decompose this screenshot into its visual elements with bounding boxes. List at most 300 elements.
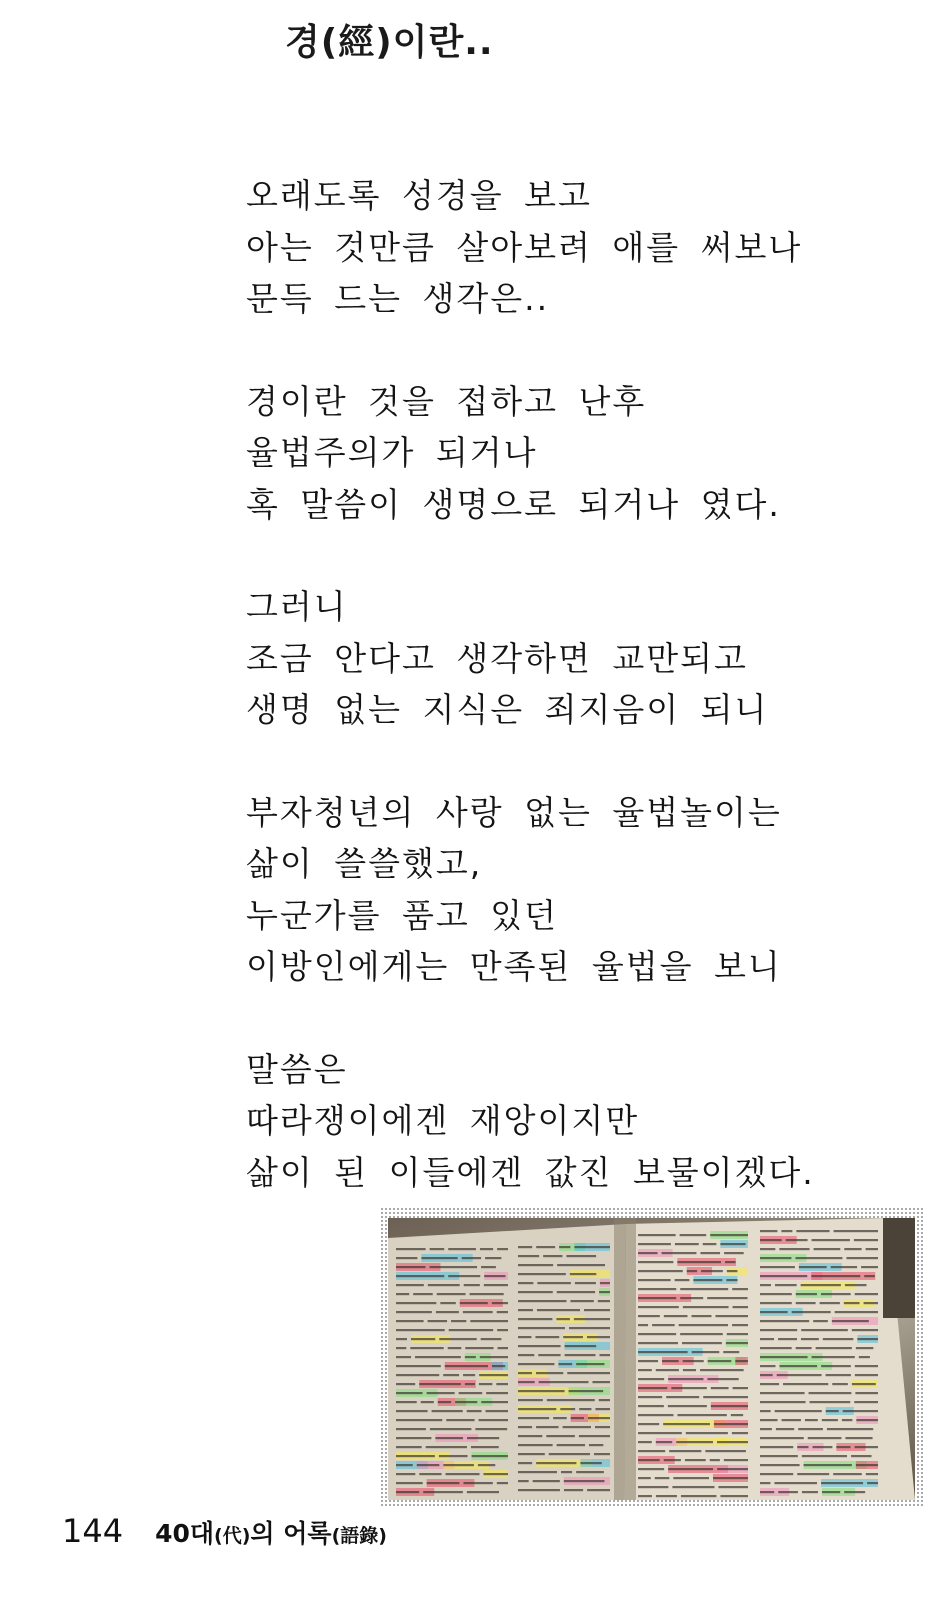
text-row [760, 1383, 779, 1385]
text-row [543, 1255, 562, 1257]
text-row [801, 1284, 841, 1286]
text-row [662, 1252, 697, 1254]
text-row [592, 1381, 610, 1383]
text-row [707, 1378, 738, 1380]
text-row [415, 1356, 461, 1358]
text-row [518, 1480, 529, 1482]
text-row [664, 1315, 688, 1317]
text-row [557, 1444, 585, 1446]
text-row [569, 1327, 610, 1329]
text-row [760, 1257, 791, 1259]
text-row [587, 1336, 610, 1338]
text-row [533, 1480, 560, 1482]
text-row [638, 1315, 660, 1317]
text-row [570, 1273, 596, 1275]
poem-line: 율법주의가 되거나 [246, 433, 538, 472]
text-row [854, 1401, 878, 1403]
text-row [479, 1419, 508, 1421]
text-row [864, 1302, 878, 1304]
text-row [557, 1291, 595, 1293]
text-row [518, 1363, 554, 1365]
text-row [795, 1257, 842, 1259]
text-row [726, 1342, 748, 1344]
text-row [775, 1284, 797, 1286]
text-row [797, 1446, 808, 1448]
text-row [856, 1347, 873, 1349]
text-row [396, 1248, 426, 1250]
text-row [687, 1270, 697, 1272]
text-row [842, 1419, 852, 1421]
text-row [776, 1428, 794, 1430]
text-row [675, 1279, 690, 1281]
text-row [693, 1279, 722, 1281]
text-row [638, 1495, 652, 1497]
text-row [460, 1302, 488, 1304]
text-row [760, 1302, 792, 1304]
text-row [443, 1464, 474, 1466]
text-row [419, 1473, 441, 1475]
text-row [459, 1392, 483, 1394]
text-row [662, 1360, 679, 1362]
text-row [686, 1432, 728, 1434]
text-row [518, 1255, 539, 1257]
text-row [677, 1261, 721, 1263]
text-row [680, 1333, 723, 1335]
text-row [430, 1248, 445, 1250]
text-row [679, 1324, 728, 1326]
text-row [638, 1288, 676, 1290]
text-row [463, 1374, 475, 1376]
text-row [497, 1311, 508, 1313]
text-row [760, 1293, 792, 1295]
text-row [760, 1275, 807, 1277]
text-row [760, 1311, 788, 1313]
text-row [492, 1365, 505, 1367]
text-row [518, 1462, 532, 1464]
text-row [464, 1284, 480, 1286]
text-row [844, 1491, 865, 1493]
text-row [451, 1320, 466, 1322]
text-row [566, 1255, 596, 1257]
text-row [536, 1462, 576, 1464]
text-row [760, 1374, 773, 1376]
poem-line: 이방인에게는 만족된 율법을 보니 [246, 947, 782, 986]
text-row [786, 1239, 808, 1241]
text-row [638, 1423, 659, 1425]
text-row [814, 1248, 841, 1250]
text-row [471, 1446, 499, 1448]
text-row [655, 1477, 670, 1479]
text-row [455, 1401, 477, 1403]
text-row [518, 1300, 566, 1302]
text-row [760, 1455, 798, 1457]
text-row [724, 1459, 748, 1461]
text-row [599, 1354, 610, 1356]
text-row [419, 1383, 461, 1385]
text-row [536, 1246, 555, 1248]
text-row [589, 1444, 603, 1446]
text-row [437, 1293, 466, 1295]
text-row [570, 1300, 593, 1302]
text-row [638, 1477, 651, 1479]
text-row [463, 1311, 493, 1313]
text-row [782, 1419, 801, 1421]
text-row [396, 1482, 423, 1484]
text-row [681, 1495, 716, 1497]
text-row [396, 1356, 411, 1358]
text-row [866, 1248, 878, 1250]
text-row [484, 1275, 505, 1277]
text-row [575, 1282, 596, 1284]
text-row [427, 1482, 460, 1484]
text-row [638, 1459, 660, 1461]
text-row [760, 1464, 800, 1466]
text-row [483, 1473, 508, 1475]
text-row [797, 1473, 829, 1475]
text-row [561, 1471, 572, 1473]
text-row [826, 1410, 839, 1412]
text-row [518, 1453, 545, 1455]
text-row [823, 1338, 854, 1340]
text-row [798, 1428, 823, 1430]
text-row [479, 1383, 492, 1385]
text-row [691, 1315, 711, 1317]
text-row [727, 1270, 738, 1272]
text-row [713, 1477, 748, 1479]
text-row [854, 1239, 878, 1241]
text-row [396, 1383, 415, 1385]
book-title-hanja-1: (代) [214, 1525, 251, 1547]
text-row [666, 1396, 699, 1398]
text-row [518, 1435, 542, 1437]
text-row [435, 1437, 463, 1439]
text-row [470, 1320, 508, 1322]
text-row [804, 1464, 852, 1466]
text-row [463, 1482, 492, 1484]
text-row [680, 1297, 703, 1299]
poem-line: 경이란 것을 접하고 난후 [246, 381, 647, 421]
text-row [396, 1284, 424, 1286]
text-row [805, 1419, 818, 1421]
text-row [584, 1309, 610, 1311]
text-row [413, 1293, 433, 1295]
text-row [668, 1468, 713, 1470]
text-row [638, 1414, 673, 1416]
text-row [638, 1333, 676, 1335]
text-row [565, 1354, 596, 1356]
text-row [481, 1401, 508, 1403]
text-row [574, 1318, 610, 1320]
text-row [428, 1284, 460, 1286]
text-row [717, 1441, 748, 1443]
text-row [638, 1243, 671, 1245]
text-row [462, 1257, 481, 1259]
text-row [587, 1489, 610, 1491]
text-row [792, 1311, 831, 1313]
text-row [598, 1300, 610, 1302]
text-row [866, 1473, 878, 1475]
text-row [497, 1248, 508, 1250]
text-row [855, 1446, 878, 1448]
text-row [727, 1333, 748, 1335]
text-row [760, 1491, 774, 1493]
text-row [496, 1383, 508, 1385]
text-row [396, 1275, 444, 1277]
text-row [861, 1266, 878, 1268]
text-row [680, 1288, 728, 1290]
text-row [718, 1486, 748, 1488]
text-row [472, 1455, 508, 1457]
text-row [801, 1329, 848, 1331]
text-row [480, 1248, 493, 1250]
text-row [518, 1390, 565, 1392]
poem-line: 삶이 쓸쓸했고, [246, 844, 483, 883]
poem-line: 조금 안다고 생각하면 교만되고 [246, 638, 748, 678]
text-row [448, 1275, 480, 1277]
text-row [802, 1455, 847, 1457]
text-row [563, 1426, 591, 1428]
text-row [715, 1315, 748, 1317]
text-row [432, 1410, 463, 1412]
text-row [802, 1491, 818, 1493]
text-row [396, 1428, 426, 1430]
text-row [467, 1437, 499, 1439]
text-row [559, 1246, 570, 1248]
text-row [638, 1306, 679, 1308]
text-row [864, 1275, 875, 1277]
text-row [599, 1399, 610, 1401]
text-row [518, 1372, 532, 1374]
text-row [663, 1423, 710, 1425]
text-row [396, 1374, 439, 1376]
text-row [843, 1410, 878, 1412]
text-row [396, 1347, 406, 1349]
text-row [701, 1270, 723, 1272]
text-row [669, 1450, 701, 1452]
text-row [683, 1306, 729, 1308]
text-row [536, 1372, 563, 1374]
text-row [518, 1354, 534, 1356]
text-row [557, 1264, 605, 1266]
text-row [638, 1351, 688, 1353]
text-row [567, 1372, 610, 1374]
text-row [569, 1390, 604, 1392]
text-row [774, 1482, 817, 1484]
text-row [846, 1257, 878, 1259]
text-row [725, 1261, 736, 1263]
text-row [565, 1345, 597, 1347]
text-row [486, 1392, 508, 1394]
text-row [856, 1464, 878, 1466]
text-row [809, 1392, 852, 1394]
text-row [553, 1417, 567, 1419]
poem-line: 문득 드는 생각은.. [246, 279, 550, 318]
text-row [396, 1491, 419, 1493]
text-row [671, 1387, 706, 1389]
text-row [481, 1338, 502, 1340]
text-row [683, 1360, 704, 1362]
text-row [760, 1365, 776, 1367]
text-row [822, 1491, 840, 1493]
page-number: 144 [62, 1512, 124, 1550]
text-row [832, 1320, 869, 1322]
text-row [638, 1405, 664, 1407]
text-row [682, 1342, 722, 1344]
text-row [820, 1302, 840, 1304]
text-row [705, 1450, 746, 1452]
text-row [833, 1473, 862, 1475]
text-row [855, 1392, 878, 1394]
text-row [571, 1417, 584, 1419]
text-row [564, 1480, 605, 1482]
text-row [856, 1419, 878, 1421]
text-row [576, 1471, 604, 1473]
text-row [518, 1327, 565, 1329]
text-row [518, 1264, 553, 1266]
text-row [396, 1419, 442, 1421]
text-row [760, 1473, 793, 1475]
poem-line: 그러니 [246, 587, 348, 626]
text-row [685, 1459, 706, 1461]
poem-line: 부자청년의 사랑 없는 율법놀이는 [246, 792, 782, 832]
book-title-mid: 의 어록 [250, 1519, 332, 1548]
poem-line: 아는 것만큼 살아보려 애를 써보나 [246, 227, 803, 267]
text-row [760, 1338, 774, 1340]
text-row [396, 1392, 423, 1394]
text-row [700, 1252, 720, 1254]
text-row [656, 1441, 672, 1443]
poem-line: 누군가를 품고 있던 [246, 895, 559, 935]
text-row [732, 1288, 748, 1290]
text-row [638, 1270, 683, 1272]
text-row [676, 1441, 713, 1443]
text-row [822, 1419, 838, 1421]
text-row [421, 1401, 434, 1403]
text-row [436, 1311, 459, 1313]
text-row [831, 1266, 857, 1268]
text-row [423, 1491, 463, 1493]
text-row [834, 1230, 878, 1232]
text-row [467, 1491, 499, 1493]
text-row [760, 1248, 775, 1250]
text-row [675, 1243, 699, 1245]
text-row [760, 1437, 804, 1439]
text-row [638, 1468, 664, 1470]
text-row [537, 1282, 571, 1284]
text-row [720, 1243, 745, 1245]
text-row [855, 1293, 878, 1295]
text-row [692, 1351, 720, 1353]
text-row [799, 1266, 827, 1268]
text-row [726, 1279, 737, 1281]
text-row [845, 1437, 872, 1439]
stanza-4 [246, 787, 886, 993]
stanza-2 [246, 376, 886, 531]
text-row [812, 1239, 850, 1241]
text-row [574, 1246, 610, 1248]
book-title-main: 40대 [155, 1519, 215, 1548]
text-row [796, 1293, 817, 1295]
bible-photo [388, 1218, 915, 1500]
text-row [714, 1423, 748, 1425]
text-row [638, 1369, 652, 1371]
text-row [760, 1401, 806, 1403]
text-row [518, 1318, 552, 1320]
text-row [580, 1462, 601, 1464]
text-row [711, 1387, 729, 1389]
text-row [446, 1419, 474, 1421]
text-row [844, 1302, 860, 1304]
text-row [537, 1309, 580, 1311]
text-row [599, 1291, 610, 1293]
text-row [778, 1338, 797, 1340]
text-row [396, 1410, 428, 1412]
text-row [396, 1311, 432, 1313]
text-row [429, 1266, 477, 1268]
text-row [448, 1347, 462, 1349]
poem-line: 말씀은 [246, 1049, 348, 1089]
poem-line: 따라쟁이에겐 재앙이지만 [246, 1101, 640, 1140]
text-row [480, 1356, 508, 1358]
text-row [703, 1243, 717, 1245]
text-row [427, 1392, 455, 1394]
text-row [497, 1329, 508, 1331]
text-row [777, 1374, 822, 1376]
text-row [518, 1246, 532, 1248]
text-row [556, 1318, 569, 1320]
text-row [638, 1441, 652, 1443]
text-row [479, 1374, 508, 1376]
text-row [733, 1306, 748, 1308]
text-row [396, 1320, 424, 1322]
text-row [852, 1383, 876, 1385]
text-row [560, 1408, 575, 1410]
text-row [518, 1282, 533, 1284]
text-row [710, 1459, 720, 1461]
text-row [485, 1257, 501, 1259]
stanza-3 [246, 581, 886, 736]
text-row [855, 1374, 878, 1376]
text-row [760, 1446, 793, 1448]
text-row [448, 1248, 476, 1250]
text-row [638, 1261, 673, 1263]
text-row [465, 1356, 476, 1358]
text-row [867, 1482, 878, 1484]
text-row [595, 1426, 610, 1428]
text-row [518, 1399, 543, 1401]
text-row [796, 1302, 816, 1304]
text-row [518, 1381, 535, 1383]
text-row [638, 1387, 667, 1389]
text-row [470, 1293, 504, 1295]
text-row [396, 1302, 436, 1304]
text-row [478, 1464, 495, 1466]
text-row [859, 1356, 870, 1358]
text-row [672, 1486, 714, 1488]
text-row [724, 1252, 744, 1254]
text-row [439, 1455, 468, 1457]
text-row [835, 1311, 878, 1313]
poem-line: 생명 없는 지식은 죄지음이 되니 [246, 690, 769, 729]
text-row [760, 1428, 772, 1430]
text-row [475, 1428, 507, 1430]
text-row [594, 1453, 610, 1455]
text-row [711, 1405, 748, 1407]
text-row [652, 1324, 675, 1326]
text-row [638, 1252, 658, 1254]
text-row [518, 1408, 556, 1410]
poem-line: 오래도록 성경을 보고 [246, 176, 592, 215]
